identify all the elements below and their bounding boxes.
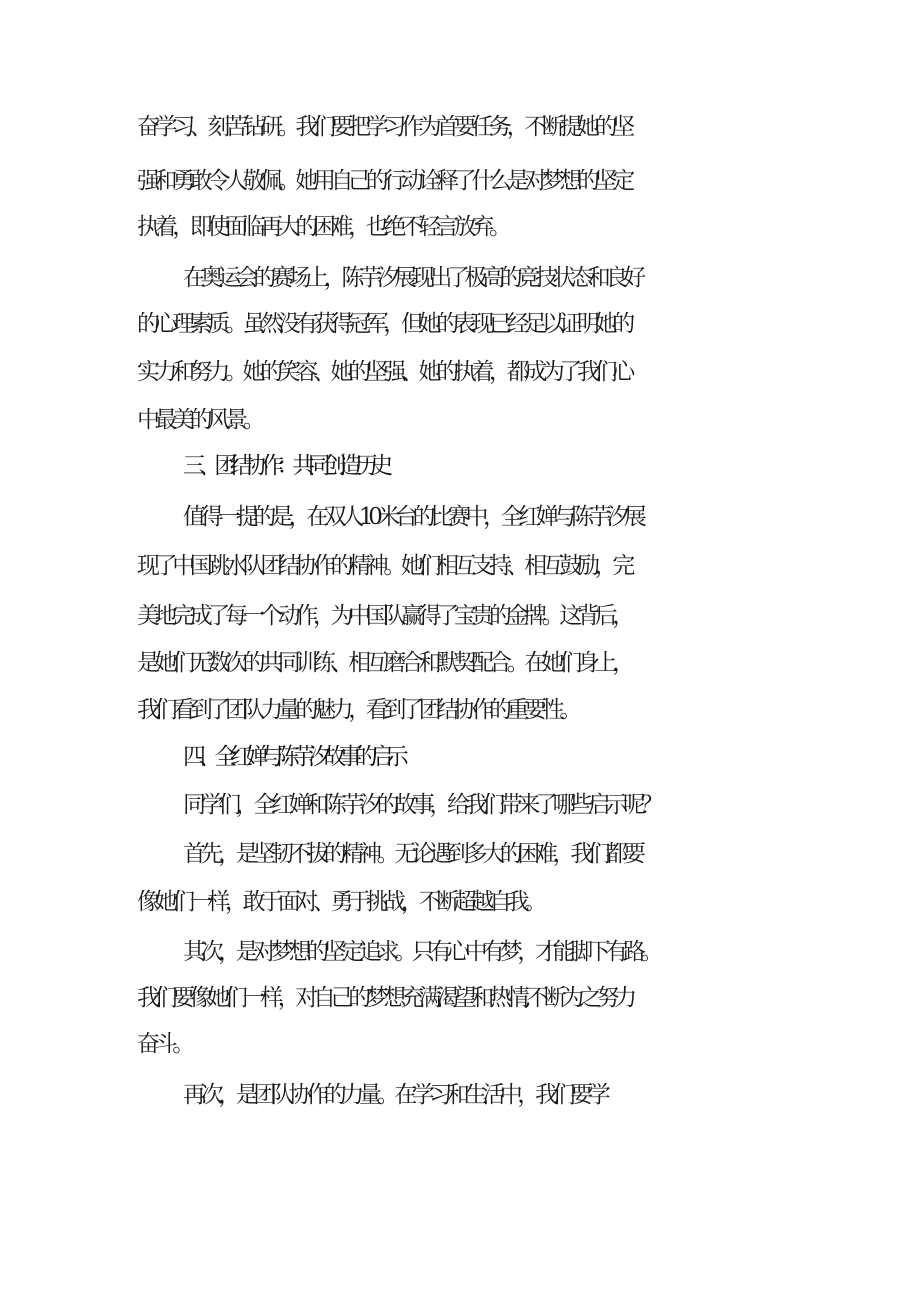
text-line-2: 强和勇敢令人敬佩。她用自己的行动诠释了什么是对梦想的坚定 xyxy=(137,168,630,194)
text-line-1: 奋学习、刻苦钻研。我们要把学习作为首要任务，不断提她的坚 xyxy=(137,114,630,140)
text-line-16: 首先，是坚韧不拔的精神。无论遇到多大的困难，我们都要 xyxy=(183,841,641,867)
text-line-15: 同学们，全红婵和陈芋汐的故事，给我们带来了哪些启示呢？ xyxy=(183,792,659,818)
text-line-10: 现了中国跳水队团结协作的精神。她们相互支持、相互鼓励，完 xyxy=(137,553,630,579)
text-line-21: 再次，是团队协作的力量。在学习和生活中，我们要学 xyxy=(183,1082,606,1108)
text-line-3: 执着，即使面临再大的困难，也绝不轻言放弃。 xyxy=(137,214,507,240)
text-line-13: 我们看到了团队力量的魅力，看到了团结协作的重要性。 xyxy=(137,697,578,723)
text-line-4: 在奥运会的赛场上，陈芋汐展现出了极高的竞技状态和良好 xyxy=(183,265,641,291)
text-line-12: 是她们无数次的共同训练、相互磨合和默契配合。在她们身上， xyxy=(137,650,630,676)
section-heading-4: 四、全红婵与陈芋汐故事的启示 xyxy=(183,744,402,770)
text-line-17: 像她们一样，敢于面对、勇于挑战，不断超越自我。 xyxy=(137,889,542,915)
text-line-20: 奋斗。 xyxy=(137,1031,190,1057)
text-line-9: 值得一提的是，在双人10米台的比赛中，全红婵与陈芋汐展 xyxy=(183,504,642,530)
section-heading-3: 三、团结协作：共同创造历史 xyxy=(183,453,386,479)
text-line-18: 其次，是对梦想的坚定追求。只有心中有梦，才能脚下有路。 xyxy=(183,939,659,965)
text-line-11: 美地完成了每一个动作，为中国队赢得了宝贵的金牌。这背后， xyxy=(137,603,630,629)
text-line-19: 我们要像她们一样，对自己的梦想充满渴望和热情,不断为之努力 xyxy=(137,985,632,1011)
text-line-7: 中最美的风景。 xyxy=(137,407,261,433)
text-line-5: 的心理素质。虽然没有获得冠军，但她的表现已经足以证明她的 xyxy=(137,311,630,337)
text-line-6: 实力和努力。她的笑容、她的坚强、她的执着，都成为了我们心 xyxy=(137,359,630,385)
